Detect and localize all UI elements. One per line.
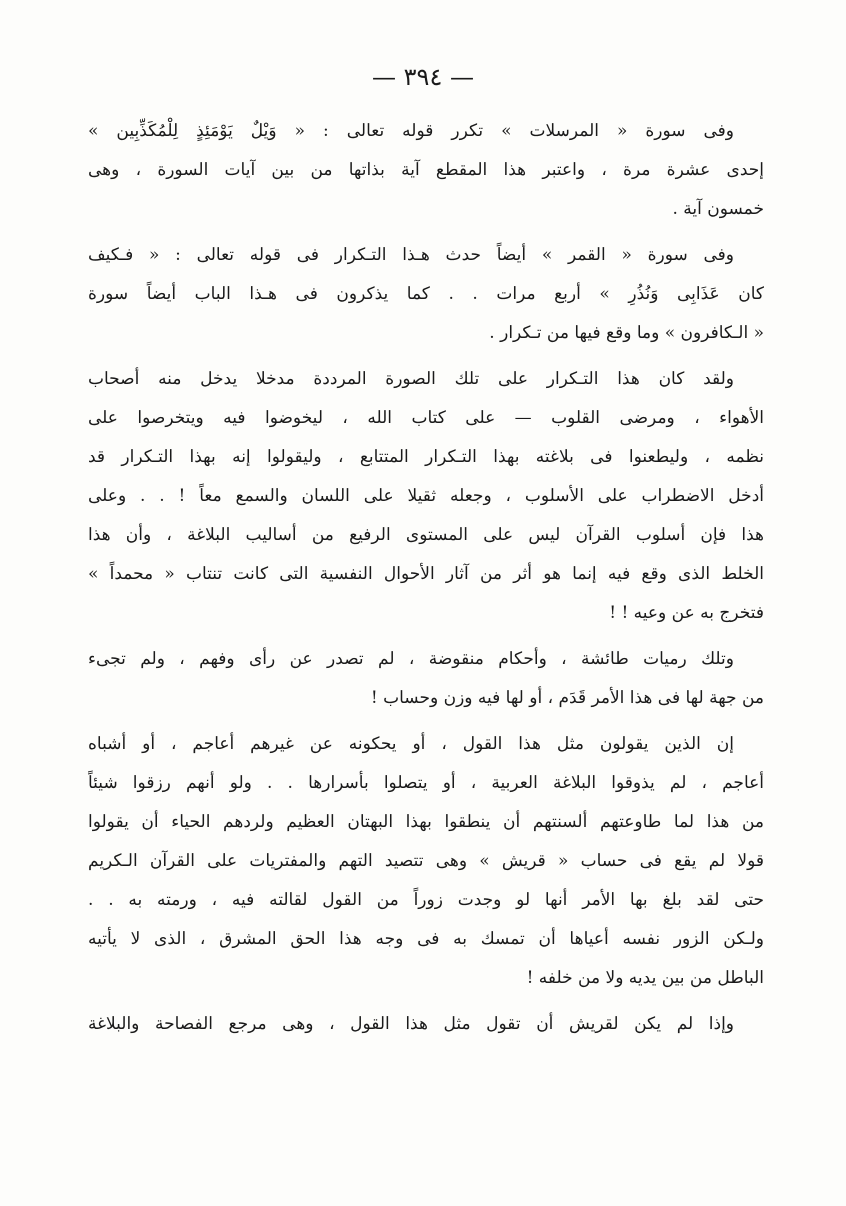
text-line: حتى لقد بلغ بها الأمر أنها لو وجدت زوراً من القول لقالته فيه ، ورمته به . . <box>88 890 764 910</box>
text-line: وفى سورة « القمر » أيضاً حدث هـذا التـكرار فى قوله تعالى : « فـكيف <box>88 245 734 265</box>
text-line: وإذا لم يكن لقريش أن تقول مثل هذا القول ، وهى مرجع الفصاحة والبلاغة <box>88 1014 734 1034</box>
text-line: أعاجم ، لم يذوقوا البلاغة العربية ، أو يتصلوا بأسرارها . . ولو أنهم رزقوا شيئاً <box>88 773 764 793</box>
text-line: كان عَذَابِى وَنُذُرِ » أربع مرات . . كما يذكرون فى هـذا الباب أيضاً سورة <box>88 284 764 304</box>
text-line: من هذا لما طاوعتهم ألسنتهم أن ينطقوا بهذا البهتان العظيم ولردهم الحياء أن يقولوا <box>88 812 764 832</box>
text-line: وتلك رميات طائشة ، وأحكام منقوضة ، لم تصدر عن رأى وفهم ، ولم تجىء <box>88 649 734 669</box>
text-line: ولـكن الزور نفسه أعياها أن تمسك به فى وجه هذا الحق المشرق ، الذى لا يأتيه <box>88 929 764 949</box>
page-number: — ٣٩٤ — <box>372 63 474 91</box>
text-line: قولا لم يقع فى حساب « قريش » وهى تتصيد التهم والمفتريات على القرآن الـكريم <box>88 851 764 871</box>
text-line: الباطل من بين يديه ولا من خلفه ! <box>526 968 764 988</box>
text-line: من جهة لها فى هذا الأمر قَدَم ، أو لها فيه وزن وحساب ! <box>370 688 764 708</box>
text-line: خمسون آية . <box>672 199 764 219</box>
text-line: أدخل الاضطراب على الأسلوب ، وجعله ثقيلا على اللسان والسمع معاً ! . . وعلى <box>88 486 764 506</box>
text-line: إحدى عشرة مرة ، واعتبر هذا المقطع آية بذاتها من بين آيات السورة ، وهى <box>88 160 764 180</box>
text-line: هذا فإن أسلوب القرآن ليس على المستوى الرفيع من أساليب البلاغة ، وأن هذا <box>88 525 764 545</box>
text-line: فتخرج به عن وعيه ! ! <box>609 603 764 623</box>
text-line: إن الذين يقولون مثل هذا القول ، أو يحكونه عن غيرهم أعاجم ، أو أشباه <box>88 734 734 754</box>
text-line: « الـكافرون » وما وقع فيها من تـكرار . <box>489 323 764 343</box>
text-line: الخلط الذى وقع فيه إنما هو أثر من آثار الأحوال النفسية التى كانت تنتاب « محمداً » <box>88 564 764 584</box>
text-line: نظمه ، وليطعنوا فى بلاغته بهذا التـكرار المتتابع ، وليقولوا إنه بهذا التـكرار قد <box>88 447 764 467</box>
text-line: ولقد كان هذا التـكرار على تلك الصورة المرددة مدخلا يدخل منه أصحاب <box>88 369 734 389</box>
body-text <box>88 112 764 1044</box>
text-line: وفى سورة « المرسلات » تكرر قوله تعالى : « وَيْلٌ يَوْمَئِذٍ لِلْمُكَذِّبِين » <box>88 121 734 141</box>
text-line: الأهواء ، ومرضى القلوب — على كتاب الله ، ليخوضوا فيه ويتخرصوا على <box>88 408 764 428</box>
